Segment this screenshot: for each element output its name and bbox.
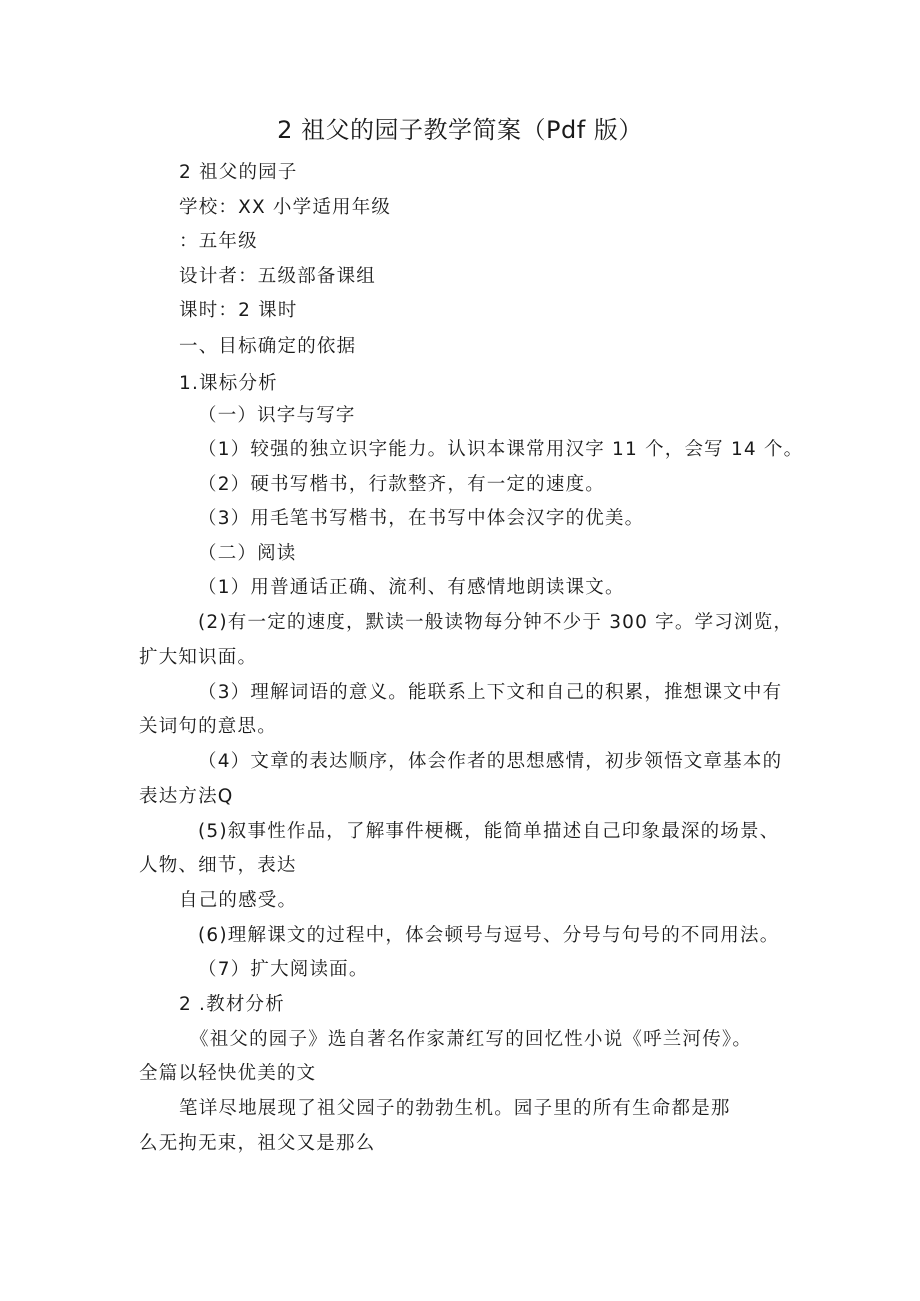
school-line: 学校：XX 小学适用年级 [179,197,392,218]
document-title: 2 祖父的园子教学简案（Pdf 版） [277,116,643,144]
paragraph-line: 关词句的意思。 [139,716,277,737]
paragraph-line: （1）较强的独立识字能力。认识本课常用汉字 11 个，会写 14 个。 [198,439,804,460]
paragraph-line: (6)理解课文的过程中，体会顿号与逗号、分号与句号的不同用法。 [198,925,780,946]
paragraph-line: 笔详尽地展现了祖父园子的勃勃生机。园子里的所有生命都是那 [179,1098,731,1119]
paragraph-line: （7）扩大阅读面。 [198,959,369,980]
paragraph-line: 么无拘无束，祖父又是那么 [139,1133,376,1154]
paragraph-line: (5)叙事性作品，了解事件梗概，能简单描述自己印象最深的场景、 [198,821,780,842]
paragraph-line: 人物、细节，表达 [139,855,297,876]
class-hours-line: 课时：2 课时 [179,300,298,321]
paragraph-line: 自己的感受。 [179,890,298,911]
category-heading: （二）阅读 [198,543,297,564]
paragraph-line: 全篇以轻快优美的文 [139,1063,317,1084]
designer-line: 设计者：五级部备课组 [179,266,377,287]
paragraph-line: （4）文章的表达顺序，体会作者的思想感情，初步领悟文章基本的 [198,751,783,772]
paragraph-line: 《祖父的园子》选自著名作家萧红写的回忆性小说《呼兰河传》。 [190,1029,753,1050]
subsection-heading: 2 .教材分析 [179,994,285,1015]
paragraph-line: 表达方法Q [139,786,234,807]
paragraph-line: 扩大知识面。 [139,647,258,668]
grade-line: ：五年级 [179,231,258,252]
paragraph-line: （1）用普通话正确、流利、有感情地朗读课文。 [198,577,625,598]
section-heading: 一、目标确定的依据 [179,336,357,357]
subtitle-line: 2 祖父的园子 [179,162,298,183]
paragraph-line: （3）理解词语的意义。能联系上下文和自己的积累，推想课文中有 [198,682,783,703]
paragraph-line: (2)有一定的速度，默读一般读物每分钟不少于 300 字。学习浏览， [198,612,794,633]
subsection-heading: 1.课标分析 [179,373,278,394]
category-heading: （一）识字与写字 [198,405,356,426]
paragraph-line: （2）硬书写楷书，行款整齐，有一定的速度。 [198,474,605,495]
paragraph-line: （3）用毛笔书写楷书，在书写中体会汉字的优美。 [198,508,645,529]
